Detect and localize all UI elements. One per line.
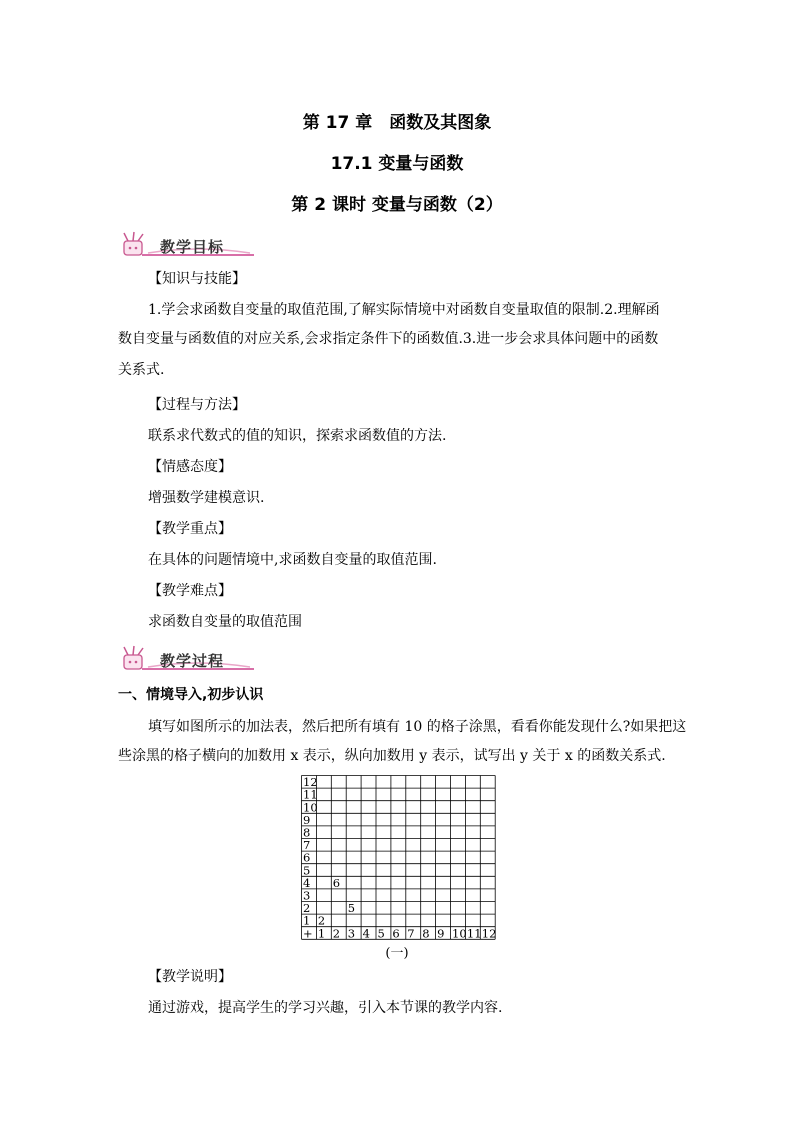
emotion-text: 增强数学建模意识. xyxy=(148,490,265,506)
row-header: 4 xyxy=(303,875,311,890)
filled-cell: 6 xyxy=(332,875,341,890)
col-header: 10 xyxy=(452,926,467,941)
row-header: 1 xyxy=(303,913,311,928)
figure-caption: (一) xyxy=(385,946,409,961)
goals-banner-label: 教学目标 xyxy=(160,238,225,256)
knowledge-heading: 【知识与技能】 xyxy=(148,271,246,287)
row-header: 10 xyxy=(303,800,318,815)
chapter-title: 第 17 章 函数及其图象 xyxy=(302,113,492,133)
col-header: 11 xyxy=(466,926,482,941)
col-header: 4 xyxy=(362,926,370,941)
key-text: 在具体的问题情境中,求函数自变量的取值范围. xyxy=(148,552,437,568)
col-header: 6 xyxy=(392,926,400,941)
section1-title: 一、情境导入,初步认识 xyxy=(118,687,264,703)
goals-banner xyxy=(118,231,254,259)
row-header: 5 xyxy=(303,863,311,878)
row-header: 6 xyxy=(303,850,311,865)
row-header: 3 xyxy=(303,888,311,903)
section1-line-2: 些涂黑的格子横向的加数用 x 表示，纵向加数用 y 表示，试写出 y 关于 x 的函数关系式. xyxy=(118,748,666,764)
section1-line-1: 填写如图所示的加法表，然后把所有填有 10 的格子涂黑，看看你能发现什么?如果把这 xyxy=(148,719,687,735)
method-text: 联系求代数式的值的知识，探索求函数值的方法. xyxy=(148,428,447,444)
row-header: 8 xyxy=(303,825,311,840)
method-heading: 【过程与方法】 xyxy=(148,397,246,413)
knowledge-line-2: 数自变量与函数值的对应关系,会求指定条件下的函数值.3.进一步会求具体问题中的函数 xyxy=(118,331,659,347)
filled-cell: 5 xyxy=(347,901,356,916)
key-heading: 【教学重点】 xyxy=(148,521,232,537)
col-header: 12 xyxy=(481,926,496,941)
col-header: 1 xyxy=(317,926,326,941)
col-header: 5 xyxy=(377,926,385,941)
note-heading: 【教学说明】 xyxy=(148,969,232,985)
col-header: 8 xyxy=(422,926,430,941)
row-header: 9 xyxy=(303,812,311,827)
row-header: 2 xyxy=(303,901,311,916)
difficulty-text: 求函数自变量的取值范围 xyxy=(148,614,302,630)
col-header: 3 xyxy=(347,926,356,941)
knowledge-line-1: 1.学会求函数自变量的取值范围,了解实际情境中对函数自变量取值的限制.2.理解函 xyxy=(148,302,660,318)
col-header: 2 xyxy=(332,926,341,941)
col-header: 7 xyxy=(407,926,415,941)
note-text: 通过游戏，提高学生的学习兴趣，引入本节课的教学内容. xyxy=(148,1000,503,1016)
corner-plus: + xyxy=(303,926,313,941)
row-header: 7 xyxy=(303,838,311,853)
row-header: 12 xyxy=(303,775,318,790)
section-title: 17.1 变量与函数 xyxy=(330,154,464,174)
process-banner-label: 教学过程 xyxy=(160,652,225,670)
process-banner xyxy=(118,645,254,673)
filled-cell: 2 xyxy=(317,913,326,928)
lesson-title: 第 2 课时 变量与函数（2） xyxy=(291,195,503,215)
col-header: 9 xyxy=(437,926,445,941)
addition-table xyxy=(301,775,496,941)
knowledge-line-3: 关系式. xyxy=(118,362,165,378)
emotion-heading: 【情感态度】 xyxy=(148,459,232,475)
row-header: 11 xyxy=(303,787,318,802)
difficulty-heading: 【教学难点】 xyxy=(148,583,232,599)
